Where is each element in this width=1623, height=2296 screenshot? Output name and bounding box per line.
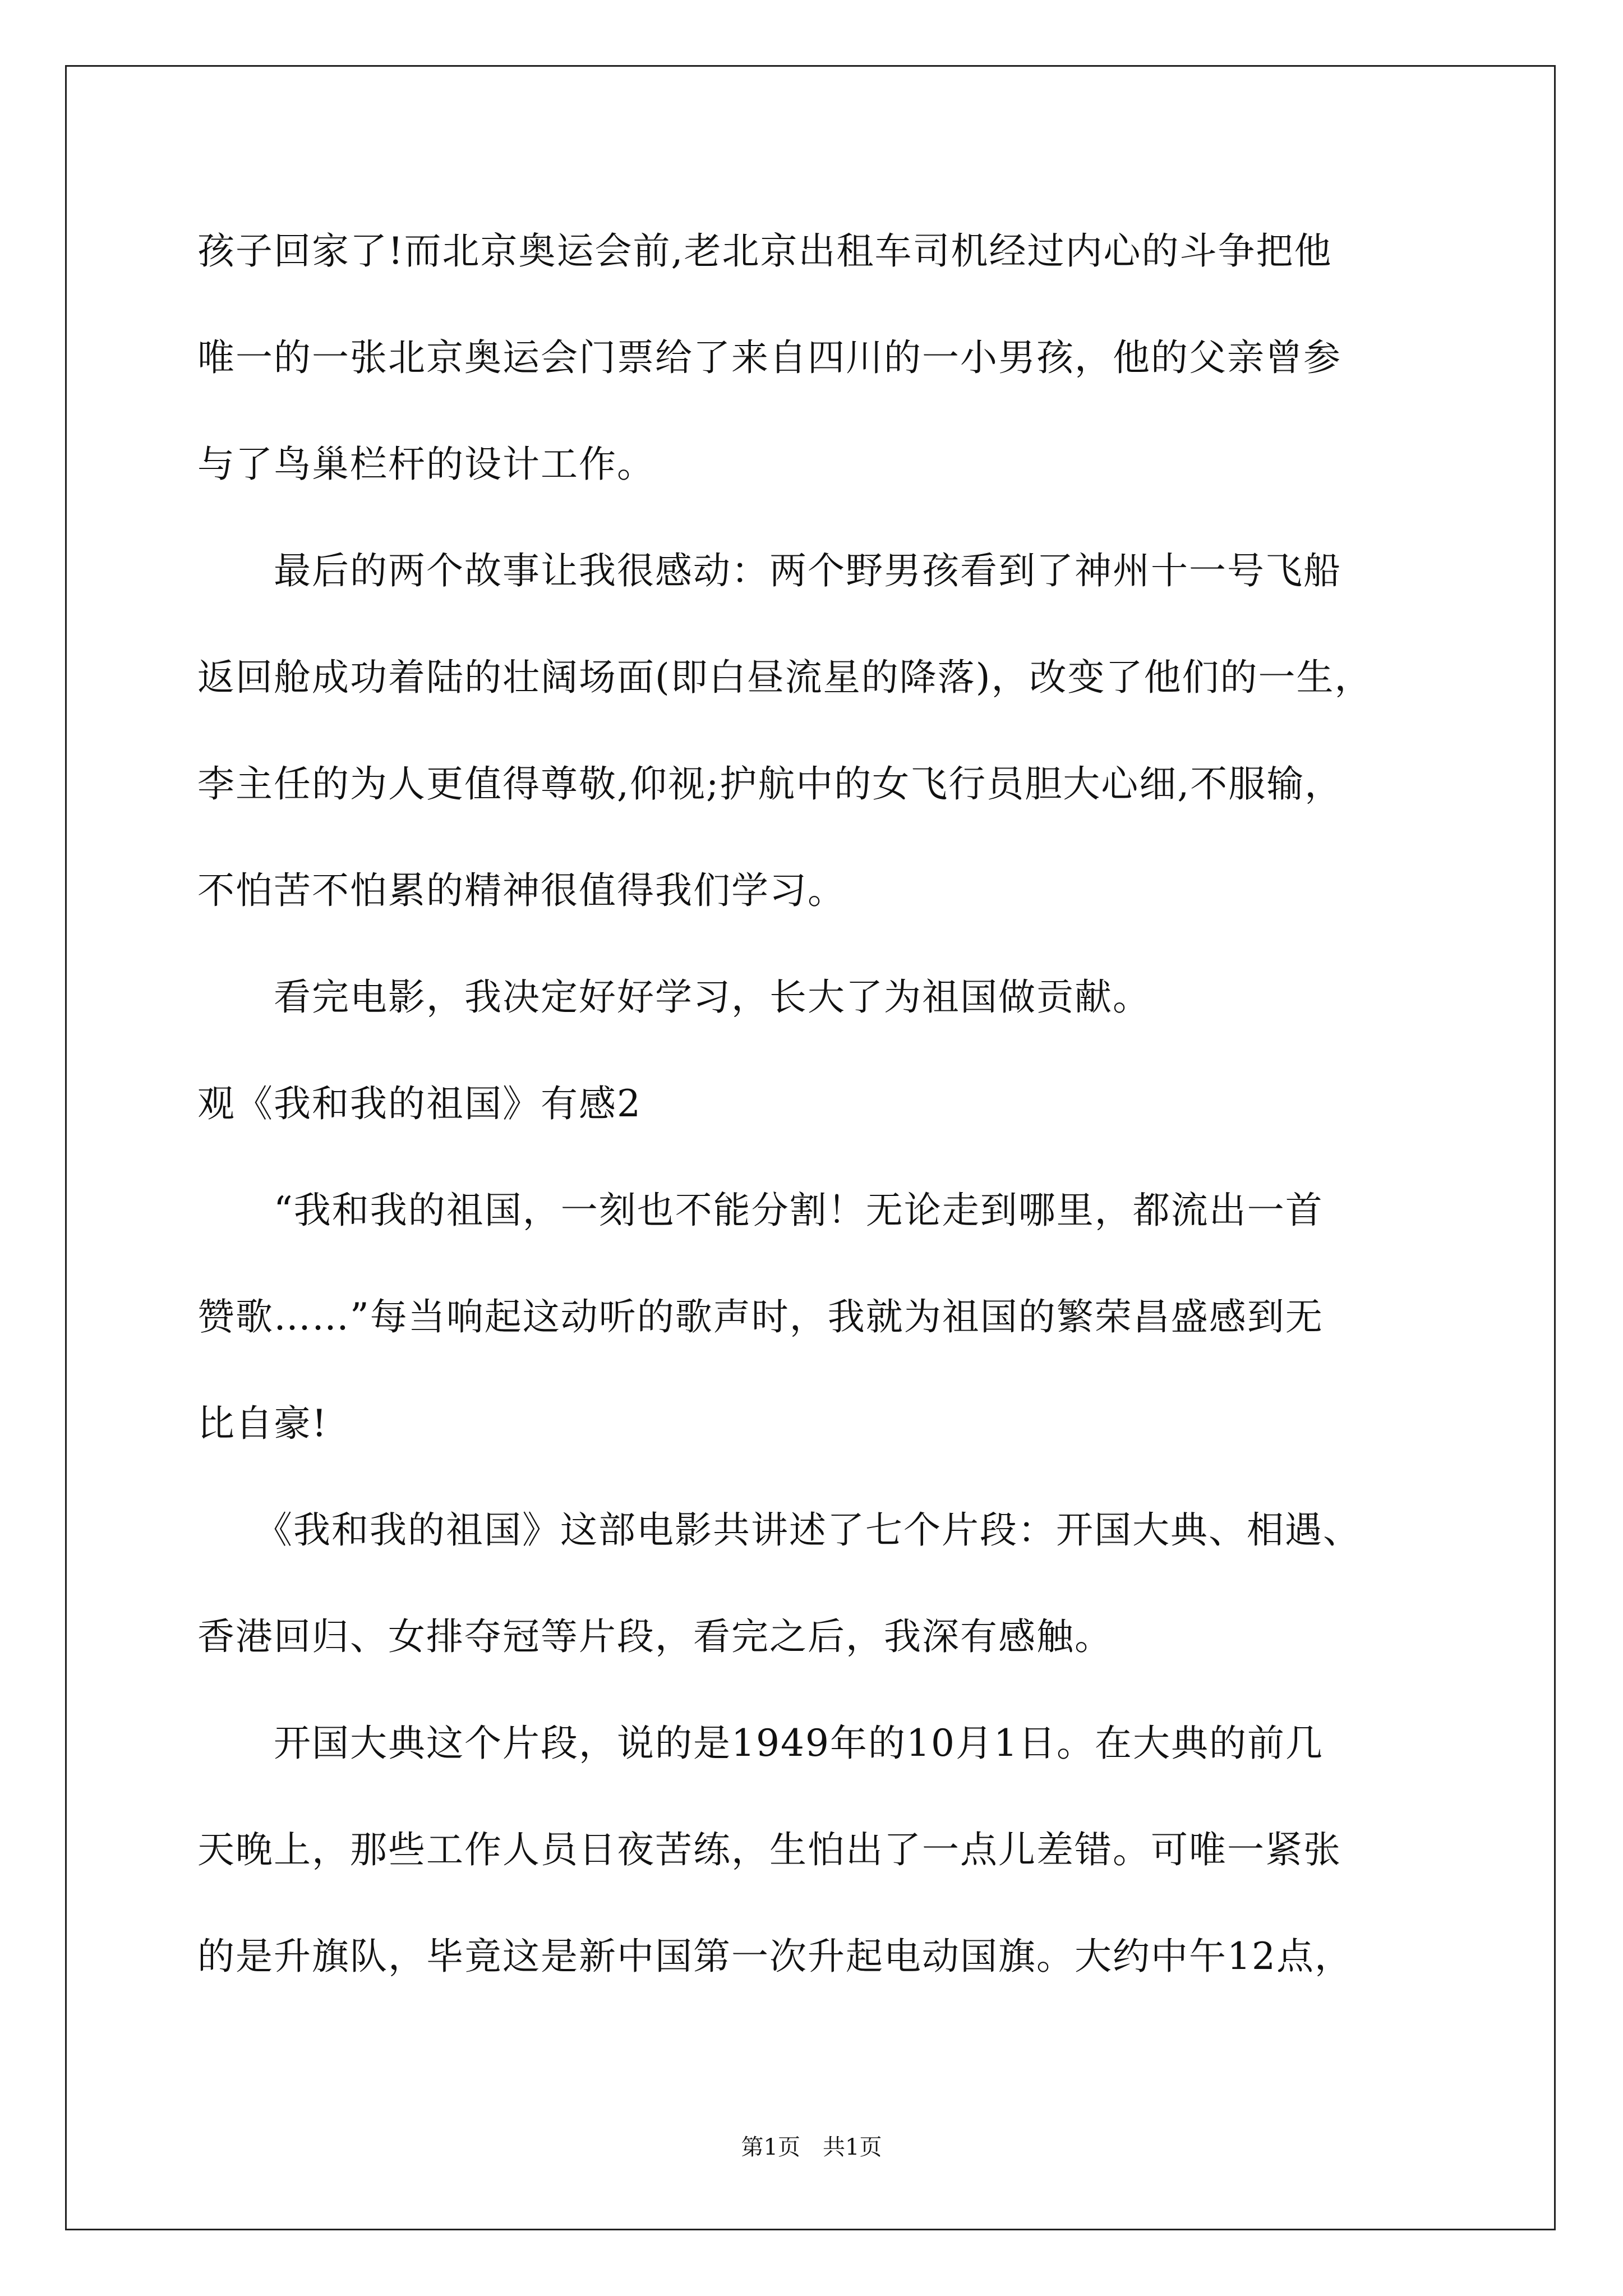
page-number-footer: 第1页 共1页 xyxy=(741,2134,882,2160)
text-line: 的是升旗队，毕竟这是新中国第一次升起电动国旗。大约中午12点， xyxy=(197,1935,1353,1978)
text-line: 返回舱成功着陆的壮阔场面(即白昼流星的降落)，改变了他们的一生， xyxy=(197,656,1373,699)
text-line: 不怕苦不怕累的精神很值得我们学习。 xyxy=(197,869,846,912)
text-line: 香港回归、女排夺冠等片段，看完之后，我深有感触。 xyxy=(197,1615,1113,1658)
text-line: 李主任的为人更值得尊敬,仰视;护航中的女飞行员胆大心细,不服输， xyxy=(197,762,1343,806)
text-line: 天晚上，那些工作人员日夜苦练，生怕出了一点儿差错。可唯一紧张 xyxy=(197,1828,1341,1871)
text-line: 与了鸟巢栏杆的设计工作。 xyxy=(197,443,655,486)
page-border xyxy=(65,65,1556,2230)
text-line: 赞歌……”每当响起这动听的歌声时，我就为祖国的繁荣昌盛感到无 xyxy=(197,1295,1324,1338)
text-line: 开国大典这个片段，说的是1949年的10月1日。在大典的前几 xyxy=(197,1722,1324,1765)
section-heading: 观《我和我的祖国》有感2 xyxy=(197,1082,642,1125)
text-line: 看完电影，我决定好好学习，长大了为祖国做贡献。 xyxy=(197,976,1151,1019)
text-line: 最后的两个故事让我很感动：两个野男孩看到了神州十一号飞船 xyxy=(197,549,1341,592)
text-line: 《我和我的祖国》这部电影共讲述了七个片段：开国大典、相遇、 xyxy=(197,1508,1361,1552)
text-line: 比自豪! xyxy=(197,1402,328,1445)
text-line: 唯一的一张北京奥运会门票给了来自四川的一小男孩，他的父亲曾参 xyxy=(197,336,1341,379)
text-line: “我和我的祖国，一刻也不能分割！无论走到哪里，都流出一首 xyxy=(197,1189,1324,1232)
text-line: 孩子回家了!而北京奥运会前,老北京出租车司机经过内心的斗争把他 xyxy=(197,229,1332,273)
